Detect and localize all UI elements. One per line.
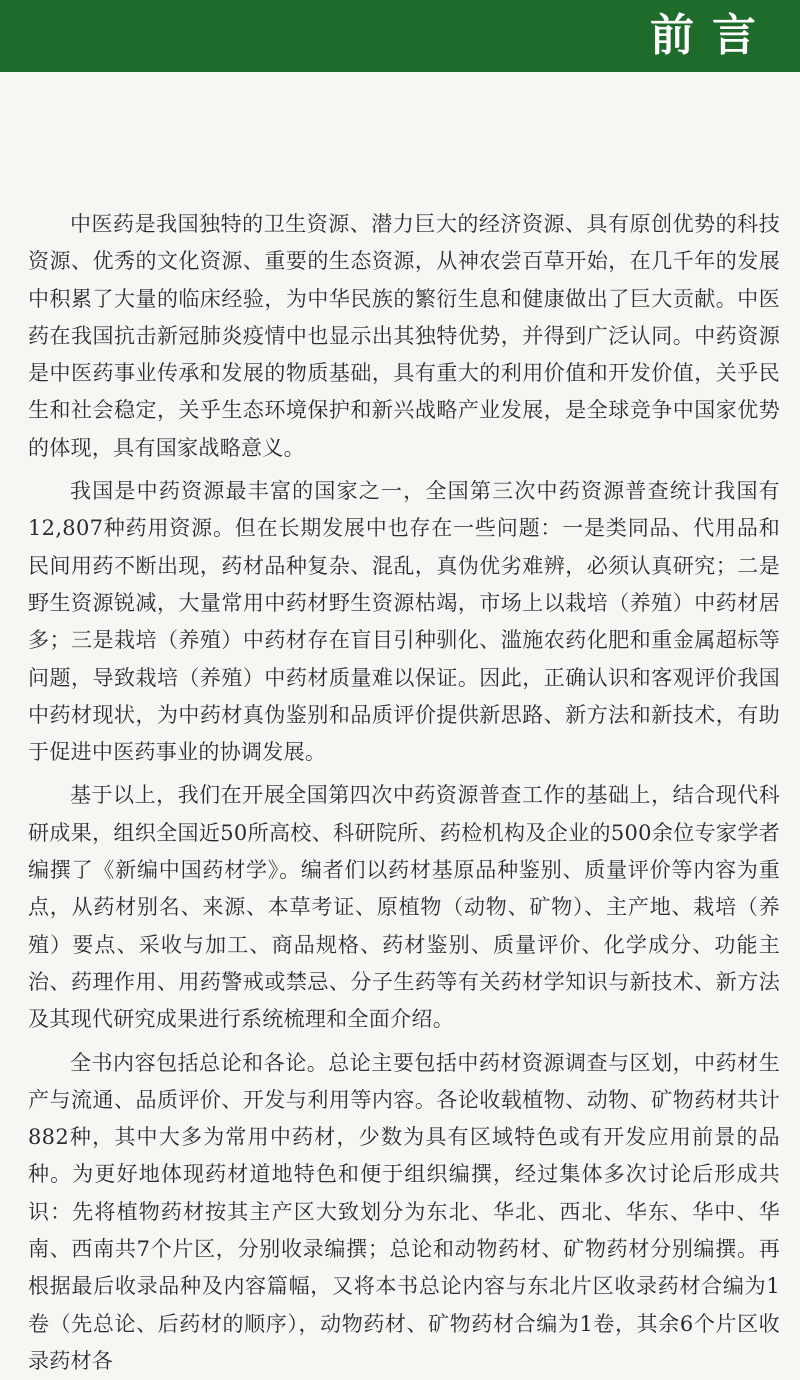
paragraph-1: 中医药是我国独特的卫生资源、潜力巨大的经济资源、具有原创优势的科技资源、优秀的文化资源、重要的生态资源，从神农尝百草开始，在几千年的发展中积累了大量的临床经验，为中华民族的繁衍生息和健康做出了巨大贡献。中医药在我国抗击新冠肺炎疫情中也显示出其独特优势，并得到广泛认同。中药资源是中医药事业传承和发展的物质基础，具有重大的利用价值和开发价值，关乎民生和社会稳定，关乎生态环境保护和新兴战略产业发展，是全球竞争中国家优势的体现，具有国家战略意义。 [28, 212, 780, 460]
page-title: 前言 [650, 10, 774, 61]
paragraph-3: 基于以上，我们在开展全国第四次中药资源普查工作的基础上，结合现代科研成果，组织全国近50所高校、科研院所、药检机构及企业的500余位专家学者编撰了《新编中国药材学》。编者们以药材基原品种鉴别、质量评价等内容为重点，从药材别名、来源、本草考证、原植物（动物、矿物）、主产地、栽培（养殖）要点、采收与加工、商品规格、药材鉴别、质量评价、化学成分、功能主治、药理作用、用药警戒或禁忌、分子生药等有关药材学知识与新技术、新方法及其现代研究成果进行系统梳理和全面介绍。 [28, 783, 780, 1032]
paragraph-2: 我国是中药资源最丰富的国家之一，全国第三次中药资源普查统计我国有12,807种药用资源。但在长期发展中也存在一些问题：一是类同品、代用品和民间用药不断出现，药材品种复杂、混乱，真伪优劣难辨，必须认真研究；二是野生资源锐减，大量常用中药材野生资源枯竭，市场上以栽培（养殖）中药材居多；三是栽培（养殖）中药材存在盲目引种驯化、滥施农药化肥和重金属超标等问题，导致栽培（养殖）中药材质量难以保证。因此，正确认识和客观评价我国中药材现状，为中药材真伪鉴别和品质评价提供新思路、新方法和新技术，有助于促进中医药事业的协调发展。 [28, 479, 780, 765]
header-bar [0, 0, 800, 72]
paragraph-4: 全书内容包括总论和各论。总论主要包括中药材资源调查与区划，中药材生产与流通、品质评价、开发与利用等内容。各论收载植物、动物、矿物药材共计882种，其中大多为常用中药材，少数为具有区域特色或有开发应用前景的品种。为更好地体现药材道地特色和便于组织编撰，经过集体多次讨论后形成共识：先将植物药材按其主产区大致划分为东北、华北、西北、华东、华中、华南、西南共7个片区，分别收录编撰；总论和动物药材、矿物药材分别编撰。再根据最后收录品种及内容篇幅，又将本书总论内容与东北片区收录药材合编为1卷（先总论、后药材的顺序），动物药材、矿物药材合编为1卷，其余6个片区收录药材各 [28, 1050, 780, 1373]
body-text [28, 206, 780, 1380]
